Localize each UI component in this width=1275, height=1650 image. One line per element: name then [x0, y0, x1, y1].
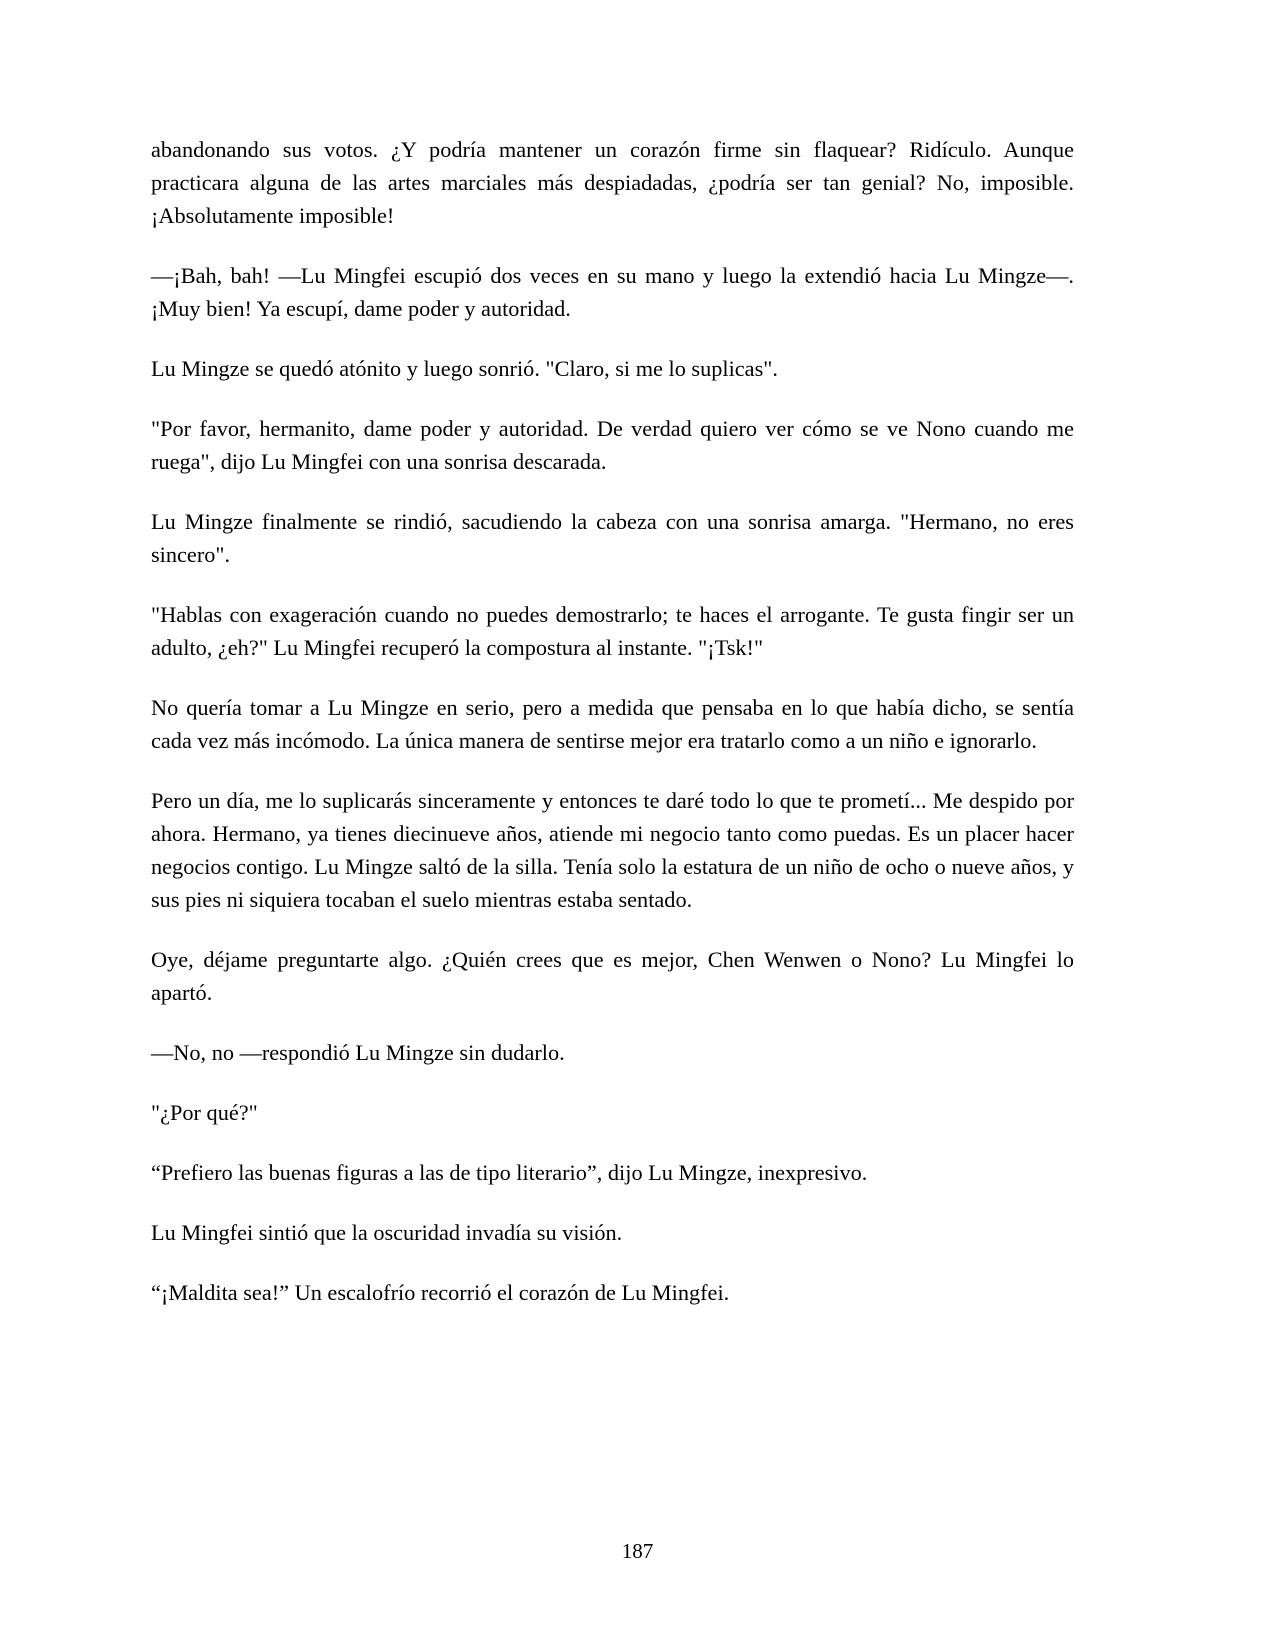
paragraph: —¡Bah, bah! —Lu Mingfei escupió dos veces en su mano y luego la extendió hacia Lu Mingze—. ¡Muy bien! Ya escupí, dame poder y autoridad.: [151, 263, 1074, 321]
paragraph: Lu Mingze finalmente se rindió, sacudiendo la cabeza con una sonrisa amarga. "Hermano, no eres sincero".: [151, 509, 1074, 567]
paragraph: Oye, déjame preguntarte algo. ¿Quién crees que es mejor, Chen Wenwen o Nono? Lu Mingfei lo apartó.: [151, 947, 1074, 1005]
page-number: 187: [621, 1539, 654, 1563]
paragraph: Lu Mingze se quedó atónito y luego sonrió. "Claro, si me lo suplicas".: [151, 356, 778, 381]
paragraph: "Hablas con exageración cuando no puedes demostrarlo; te haces el arrogante. Te gusta fingir ser un adulto, ¿eh?" Lu Mingfei recuperó la compostura al instante. "¡Tsk!": [151, 602, 1074, 660]
paragraph: abandonando sus votos. ¿Y podría mantener un corazón firme sin flaquear? Ridículo. Aunque practicara alguna de las artes marciales más despiadadas, ¿podría ser tan genial? No, imposible. ¡Absolutamente imposible!: [151, 137, 1074, 228]
paragraph: "Por favor, hermanito, dame poder y autoridad. De verdad quiero ver cómo se ve Nono cuando me ruega", dijo Lu Mingfei con una sonrisa descarada.: [151, 416, 1074, 474]
paragraph: Pero un día, me lo suplicarás sinceramente y entonces te daré todo lo que te prometí... Me despido por ahora. Hermano, ya tienes diecinueve años, atiende mi negocio tanto como puedas. Es un placer hacer negocios contigo. Lu Mingze saltó de la silla. Tenía solo la estatura de un niño de ocho o nueve años, y sus pies ni siquiera tocaban el suelo mientras estaba sentado.: [151, 788, 1074, 912]
paragraph: "¿Por qué?": [151, 1100, 258, 1125]
body-text-column: [151, 133, 1074, 1309]
paragraph: Lu Mingfei sintió que la oscuridad invadía su visión.: [151, 1220, 623, 1245]
paragraph: No quería tomar a Lu Mingze en serio, pero a medida que pensaba en lo que había dicho, se sentía cada vez más incómodo. La única manera de sentirse mejor era tratarlo como a un niño e ignorarlo.: [151, 695, 1074, 753]
paragraph: “¡Maldita sea!” Un escalofrío recorrió el corazón de Lu Mingfei.: [151, 1280, 730, 1305]
paragraph: “Prefiero las buenas figuras a las de tipo literario”, dijo Lu Mingze, inexpresivo.: [151, 1160, 868, 1185]
paragraph: —No, no —respondió Lu Mingze sin dudarlo.: [151, 1040, 565, 1065]
